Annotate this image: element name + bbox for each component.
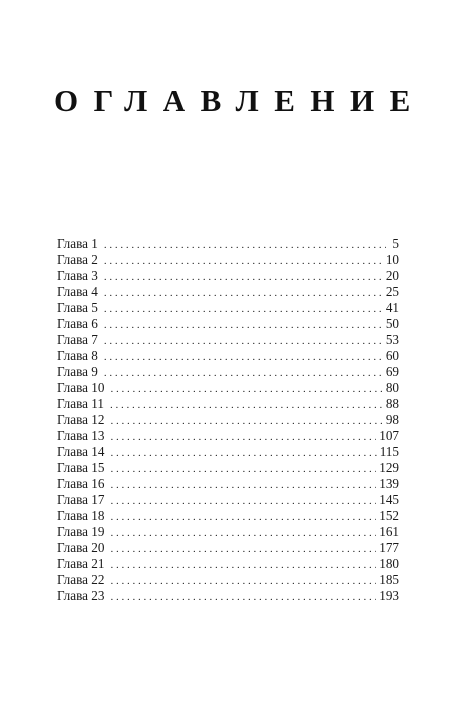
toc-entry-page: 5 <box>392 236 399 251</box>
toc-entry-label: Глава 5 <box>57 300 98 315</box>
toc-entry[interactable] <box>57 316 399 332</box>
toc-entry-label: Глава 3 <box>57 268 98 283</box>
toc-entry[interactable] <box>57 556 399 572</box>
toc-entry-page: 60 <box>385 348 399 363</box>
dot-leader <box>110 589 376 605</box>
toc-entry-page: 10 <box>385 252 399 267</box>
dot-leader <box>104 365 383 381</box>
toc-entry-label: Глава 10 <box>57 380 105 395</box>
toc-entry-page: 88 <box>385 396 399 411</box>
toc-entry[interactable] <box>57 428 399 444</box>
page-title: ОГЛАВЛЕНИЕ <box>54 82 426 118</box>
dot-leader <box>110 461 376 477</box>
toc-entry[interactable] <box>57 412 399 428</box>
dot-leader <box>104 285 383 301</box>
dot-leader <box>104 349 383 365</box>
toc-entry-page: 161 <box>379 524 399 539</box>
toc-entry-label: Глава 15 <box>57 460 105 475</box>
table-of-contents <box>57 236 399 604</box>
toc-entry-page: 193 <box>379 588 399 603</box>
toc-entry-label: Глава 4 <box>57 284 98 299</box>
toc-entry-label: Глава 7 <box>57 332 98 347</box>
toc-entry-label: Глава 11 <box>57 396 104 411</box>
toc-entry-page: 145 <box>379 492 399 507</box>
toc-entry-page: 185 <box>379 572 399 587</box>
toc-entry-page: 25 <box>385 284 399 299</box>
toc-entry[interactable] <box>57 460 399 476</box>
toc-entry[interactable] <box>57 444 399 460</box>
toc-entry[interactable] <box>57 236 399 252</box>
toc-entry-page: 139 <box>379 476 399 491</box>
dot-leader <box>110 397 383 413</box>
dot-leader <box>104 301 383 317</box>
dot-leader <box>110 509 376 525</box>
toc-entry-label: Глава 2 <box>57 252 98 267</box>
toc-entry[interactable] <box>57 332 399 348</box>
toc-entry[interactable] <box>57 268 399 284</box>
toc-entry-label: Глава 9 <box>57 364 98 379</box>
toc-entry-page: 152 <box>379 508 399 523</box>
toc-entry-label: Глава 1 <box>57 236 98 251</box>
dot-leader <box>110 429 376 445</box>
toc-entry-page: 177 <box>379 540 399 555</box>
dot-leader <box>104 237 386 253</box>
toc-entry-page: 107 <box>379 428 399 443</box>
dot-leader <box>104 317 383 333</box>
toc-entry-page: 20 <box>385 268 399 283</box>
toc-entry-page: 41 <box>385 300 399 315</box>
dot-leader <box>110 477 376 493</box>
toc-entry-label: Глава 22 <box>57 572 105 587</box>
toc-entry-page: 180 <box>379 556 399 571</box>
toc-entry[interactable] <box>57 508 399 524</box>
toc-entry[interactable] <box>57 492 399 508</box>
dot-leader <box>110 557 376 573</box>
dot-leader <box>110 541 376 557</box>
dot-leader <box>104 253 383 269</box>
toc-entry-label: Глава 14 <box>57 444 105 459</box>
toc-entry[interactable] <box>57 540 399 556</box>
toc-entry-label: Глава 6 <box>57 316 98 331</box>
toc-entry-page: 129 <box>379 460 399 475</box>
toc-entry[interactable] <box>57 364 399 380</box>
toc-entry-label: Глава 23 <box>57 588 105 603</box>
toc-entry[interactable] <box>57 380 399 396</box>
dot-leader <box>104 269 383 285</box>
toc-entry-label: Глава 16 <box>57 476 105 491</box>
toc-entry[interactable] <box>57 396 399 412</box>
toc-entry-page: 50 <box>385 316 399 331</box>
toc-entry-label: Глава 19 <box>57 524 105 539</box>
toc-entry[interactable] <box>57 524 399 540</box>
toc-entry[interactable] <box>57 588 399 604</box>
toc-entry-label: Глава 12 <box>57 412 105 427</box>
toc-entry-page: 69 <box>385 364 399 379</box>
toc-entry[interactable] <box>57 252 399 268</box>
dot-leader <box>104 333 383 349</box>
toc-entry[interactable] <box>57 572 399 588</box>
toc-entry-label: Глава 20 <box>57 540 105 555</box>
dot-leader <box>110 573 376 589</box>
toc-entry[interactable] <box>57 300 399 316</box>
toc-entry[interactable] <box>57 476 399 492</box>
dot-leader <box>110 413 382 429</box>
toc-entry-label: Глава 18 <box>57 508 105 523</box>
toc-entry-page: 80 <box>385 380 399 395</box>
dot-leader <box>110 381 382 397</box>
dot-leader <box>110 445 376 461</box>
toc-entry-page: 115 <box>379 444 399 459</box>
toc-entry[interactable] <box>57 348 399 364</box>
toc-entry-page: 53 <box>385 332 399 347</box>
toc-entry-label: Глава 21 <box>57 556 105 571</box>
dot-leader <box>110 493 376 509</box>
toc-entry[interactable] <box>57 284 399 300</box>
toc-entry-label: Глава 17 <box>57 492 105 507</box>
dot-leader <box>110 525 376 541</box>
toc-entry-page: 98 <box>385 412 399 427</box>
toc-entry-label: Глава 8 <box>57 348 98 363</box>
toc-entry-label: Глава 13 <box>57 428 105 443</box>
